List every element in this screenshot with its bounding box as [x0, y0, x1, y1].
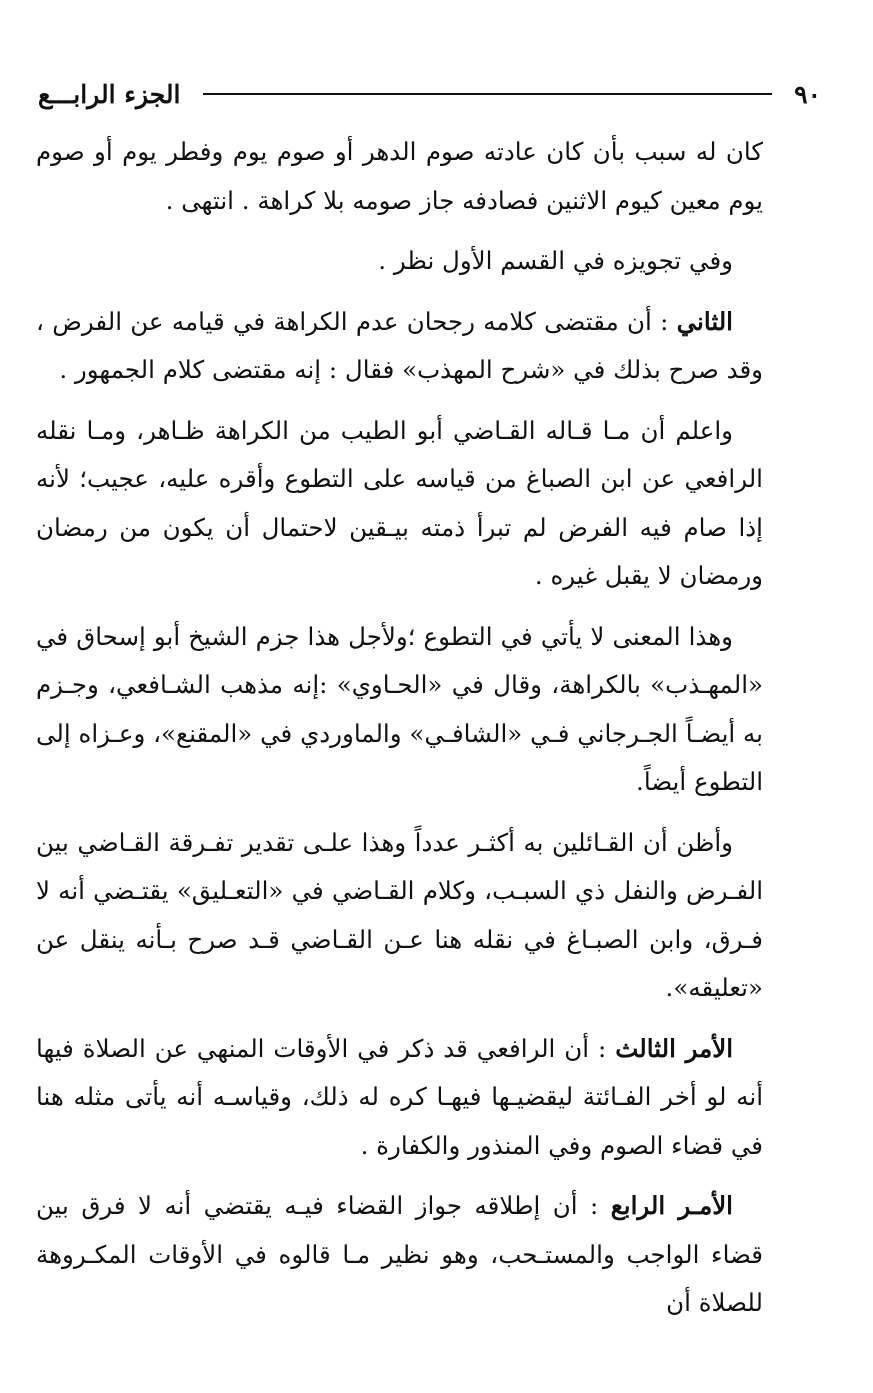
paragraph-text: وفي تجويزه في القسم الأول نظر .: [378, 246, 733, 275]
paragraph: [36, 819, 763, 1013]
paragraph-text: كان له سبب بأن كان عادته صوم الدهر أو صوم يوم وفطر يوم أو صوم يوم معين كيوم الاثنين فصادفه جاز صومه بلا كراهة . انتهى .: [36, 137, 763, 215]
paragraph: [36, 1025, 763, 1171]
paragraph-text: : أن مقتضى كلامه رجحان عدم الكراهة في قيامه عن الفرض ، وقد صرح بذلك في «شرح المهذب» فقال : إنه مقتضى كلام الجمهور .: [36, 306, 763, 384]
paragraph: [36, 407, 763, 601]
paragraph: [36, 237, 763, 286]
page-number: ٩٠: [794, 79, 821, 109]
running-head: الجزء الرابـــع: [38, 79, 181, 109]
paragraph-text: : أن إطلاقه جواز القضاء فيـه يقتضي أنه لا فرق بين قضاء الواجب والمستـحب، وهو نظير مـا قالوه في الأوقات المكـروهة للصلاة أن: [36, 1191, 763, 1317]
paragraph: [36, 1182, 763, 1328]
paragraph: [36, 298, 763, 395]
paragraph-text: وهذا المعنى لا يأتي في التطوع ؛ولأجل هذا جزم الشيخ أبو إسحاق في «المهـذب» بالكراهة، وقال في «الحـاوي» :إنه مذهب الشـافعي، وجـزم به أيضـاً الجـرجاني فـي «الشافـي» والماوردي في «المقنع»، وعـزاه إلى التطوع أيضاً.: [36, 621, 763, 796]
paragraph-text: وأظن أن القـائلين به أكثـر عدداً وهذا علـى تقدير تفـرقة القـاضي بين الفـرض والنفل ذي السبـب، وكلام القـاضي في «التعـليق» يقتـضي أنه لا فـرق، وابن الصبـاغ في نقله هنا عـن القـاضي قـد صرح بـأنه ينقل عن «تعليقه».: [36, 827, 763, 1002]
paragraph-lead: الأمر الثالث: [615, 1033, 734, 1063]
paragraph: [36, 128, 763, 225]
paragraph-lead: الأمـر الرابع: [610, 1191, 733, 1220]
page-body: [36, 128, 763, 1328]
header-rule: [203, 93, 773, 95]
paragraph-lead: الثاني: [676, 306, 733, 336]
paragraph-text: واعلم أن مـا قـاله القـاضي أبو الطيب من الكراهة ظـاهر، ومـا نقله الرافعي عن ابن الصباغ من قياسه على التطوع وأقره عليه، عجيب؛ لأنه إذا صام فيه الفرض لم تبرأ ذمته بيـقين لاحتمال أن يكون من رمضان ورمضان لا يقبل غيره .: [36, 415, 763, 590]
paragraph: [36, 613, 763, 807]
page-header: [38, 74, 821, 114]
paragraph-text: : أن الرافعي قد ذكر في الأوقات المنهي عن الصلاة فيها أنه لو أخر الفـائتة ليقضيـها فيهـا كره له ذلك، وقياسـه أنه يأتى مثله هنا في قضاء الصوم وفي المنذور والكفارة .: [36, 1033, 763, 1160]
